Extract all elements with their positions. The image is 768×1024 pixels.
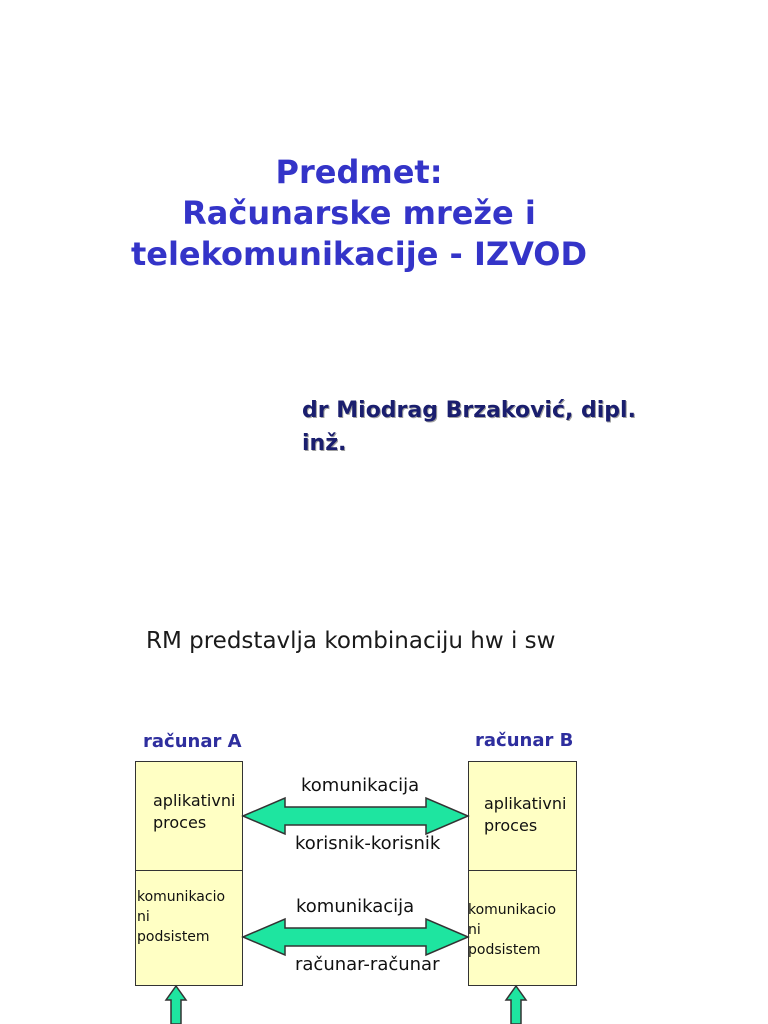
author-line-1: dr Miodrag Brzaković, dipl. xyxy=(302,398,636,423)
computer-a-application-line-2: proces xyxy=(153,813,207,832)
author-line-2: inž. xyxy=(302,431,347,456)
bottom-link-label: komunikacija xyxy=(296,896,415,917)
computer-b-subsystem-line-3: podsistem xyxy=(468,942,541,958)
computer-b-up-arrow xyxy=(506,986,526,1024)
top-link-label: komunikacija xyxy=(301,775,420,796)
bottom-link-sublabel: računar-računar xyxy=(295,954,440,975)
computer-a-subsystem-line-1: komunikacio xyxy=(137,889,226,905)
title-line-3: telekomunikacije - IZVOD xyxy=(130,235,588,273)
computer-a-subsystem-line-2: ni xyxy=(137,909,150,925)
computer-b-application-line-1: aplikativni xyxy=(484,794,567,813)
computer-b-label: računar B xyxy=(475,730,574,751)
top-link-sublabel: korisnik-korisnik xyxy=(295,833,441,854)
computer-a-application-line-1: aplikativni xyxy=(153,791,236,810)
title-line-1: Predmet: xyxy=(275,153,443,191)
computer-b-application-line-2: proces xyxy=(484,816,538,835)
computer-a-up-arrow xyxy=(166,986,186,1024)
computer-a-subsystem-line-3: podsistem xyxy=(137,929,210,945)
computer-b-subsystem-line-1: komunikacio xyxy=(468,902,557,918)
bottom-double-arrow xyxy=(243,919,468,955)
top-double-arrow xyxy=(243,798,468,834)
subtitle: RM predstavlja kombinaciju hw i sw xyxy=(146,628,556,654)
computer-a-label: računar A xyxy=(143,731,242,752)
title-line-2: Računarske mreže i xyxy=(182,194,536,232)
computer-b-subsystem-line-2: ni xyxy=(468,922,481,938)
